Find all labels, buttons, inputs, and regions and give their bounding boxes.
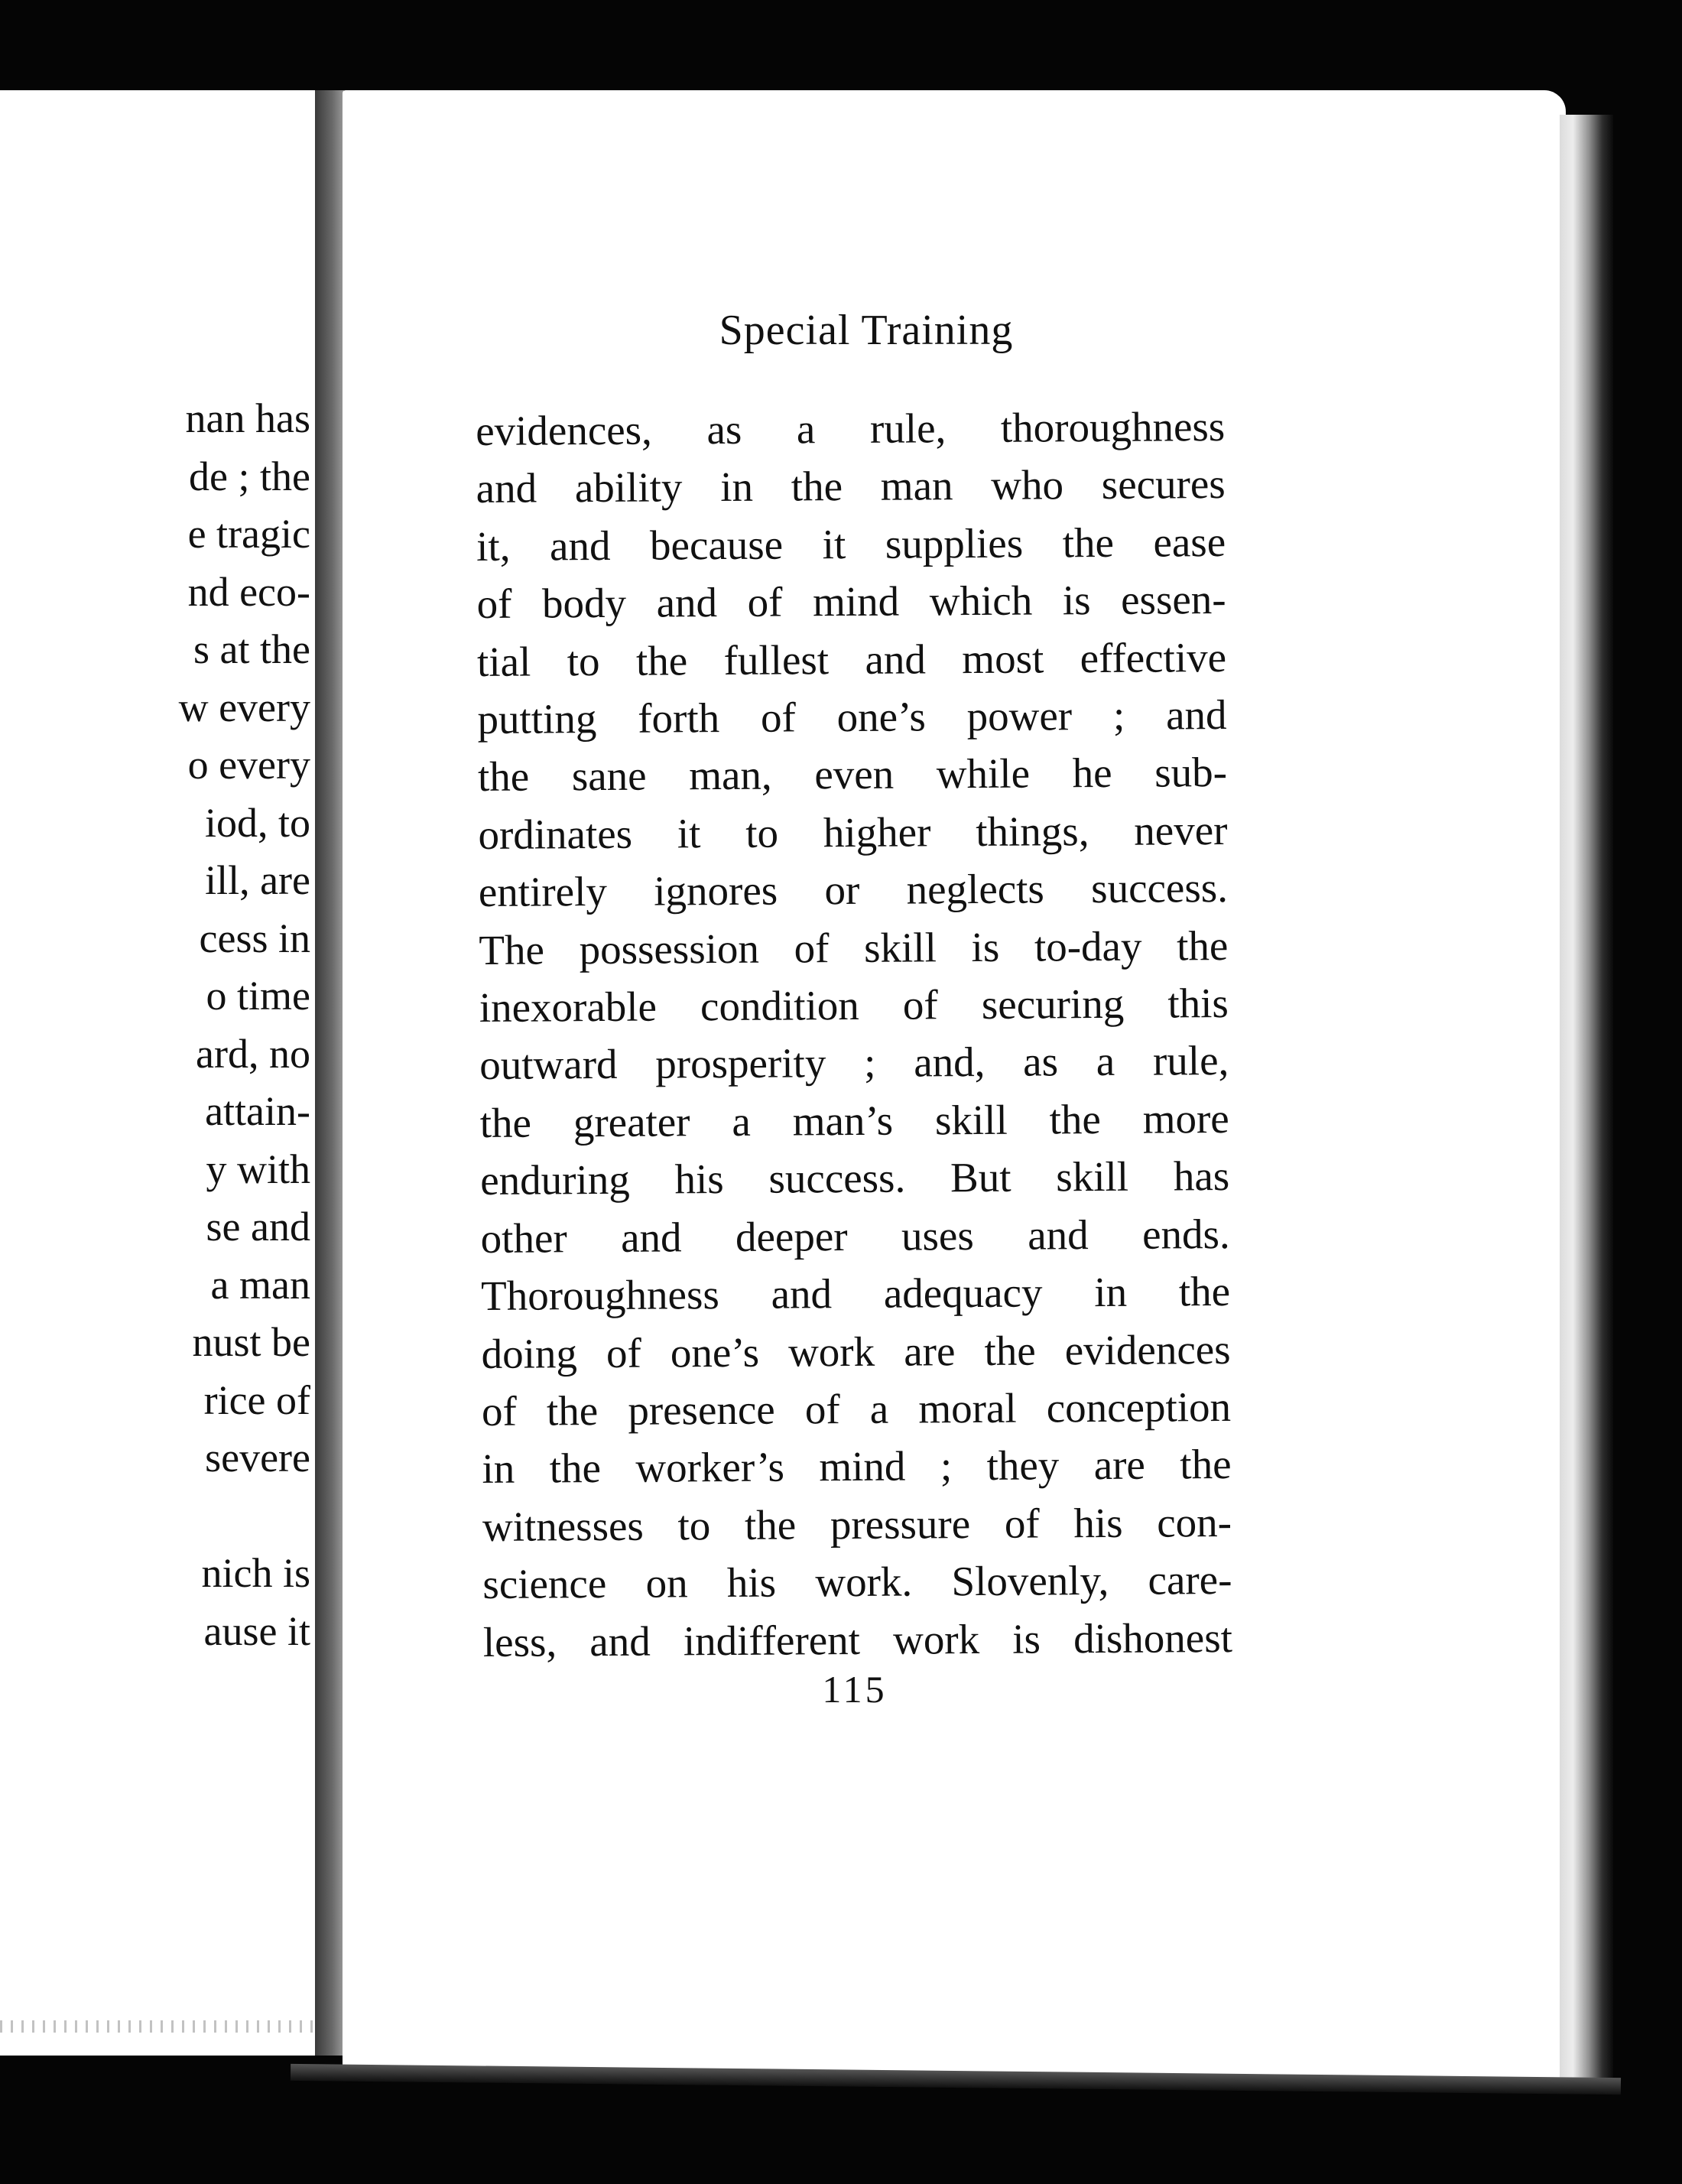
text-line: putting forth of one’s power ; and [477,691,1227,743]
text-line: less, and indifferent work is dishonest [482,1614,1233,1666]
text-line: ordinates it to higher things, never [478,806,1228,858]
text-line: The possession of skill is to-day the [479,921,1229,973]
facing-line: a man [210,1261,310,1308]
running-head: Special Training [719,307,1014,354]
text-line: science on his work. Slovenly, care- [482,1556,1232,1608]
text-line: tial to the fullest and most effective [476,633,1227,685]
facing-page-text [0,390,310,1660]
text-line: witnesses to the pressure of his con- [482,1498,1232,1550]
facing-line: w every [178,684,310,730]
facing-line: nan has [185,395,310,441]
text-line: evidences, as a rule, thoroughness [476,403,1226,454]
text-line: outward prosperity ; and, as a rule, [479,1037,1229,1089]
facing-line: y with [206,1146,310,1192]
facing-line: nich is [201,1550,310,1596]
facing-line: o every [187,742,310,788]
text-line: it, and because it supplies the ease [476,518,1226,570]
facing-line: nd eco- [187,568,310,615]
facing-line: s at the [193,626,310,672]
facing-line: iod, to [204,799,310,846]
text-line: and ability in the man who secures [476,460,1226,512]
facing-line: o time [206,973,310,1019]
facing-page-left [0,90,315,2056]
text-line: the sane man, even while he sub- [477,749,1228,801]
page-number: 115 [822,1668,888,1711]
facing-line: ill, are [205,857,310,903]
text-line: inexorable condition of securing this [479,980,1229,1032]
facing-line: ause it [203,1607,310,1654]
text-line: enduring his success. But skill has [480,1152,1230,1204]
paragraph-gap [0,1487,310,1545]
text-line: the greater a man’s skill the more [479,1094,1229,1146]
text-line: other and deeper uses and ends. [480,1210,1230,1262]
facing-line: ard, no [196,1030,310,1077]
page-edge-speckle [0,2020,315,2033]
facing-line: cess in [199,915,310,961]
text-line: doing of one’s work are the evidences [481,1325,1231,1377]
book-gutter [315,90,344,2056]
page-stack-edge [1560,115,1613,2088]
facing-line: de ; the [189,453,310,499]
text-line: Thoroughness and adequacy in the [480,1268,1231,1320]
facing-line: nust be [192,1319,310,1365]
text-line: of body and of mind which is essen- [476,576,1226,628]
facing-line: e tragic [187,511,310,557]
text-line: entirely ignores or neglects success. [478,864,1229,916]
facing-line: rice of [203,1376,310,1423]
text-line: in the worker’s mind ; they are the [482,1441,1232,1493]
text-line: of the presence of a moral conception [481,1383,1232,1435]
facing-line: severe [205,1435,310,1480]
facing-line: se and [206,1204,310,1250]
facing-line: attain- [205,1088,310,1134]
page-body-text [476,398,1232,1671]
